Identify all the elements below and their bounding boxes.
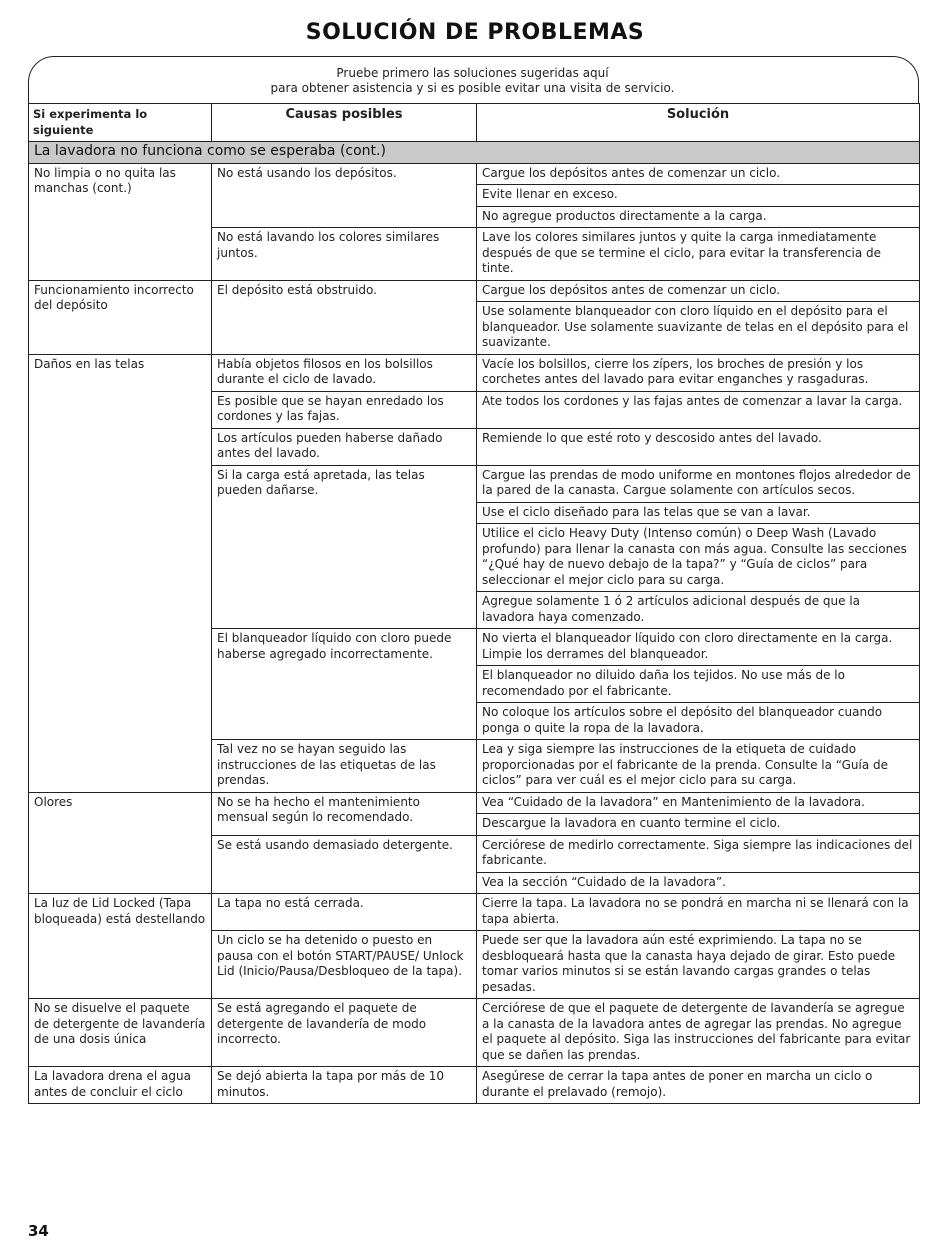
solution-cell: Lea y siga siempre las instrucciones de la etiqueta de cuidado proporcionadas por el fabricante de la prenda. Consulte la “Guía de ciclos” para ver cuál es el mejor ciclo para su carga. <box>477 740 920 793</box>
solution-cell: Descargue la lavadora en cuanto termine el ciclo. <box>477 814 920 836</box>
cause-cell: Se dejó abierta la tapa por más de 10 minutos. <box>212 1067 477 1104</box>
intro-line: para obtener asistencia y si es posible evitar una visita de servicio. <box>270 81 675 95</box>
column-header-causes: Causas posibles <box>212 104 477 142</box>
symptom-cell: La luz de Lid Locked (Tapa bloqueada) está destellando <box>29 894 212 999</box>
solution-cell: Cargue los depósitos antes de comenzar un ciclo. <box>477 163 920 185</box>
solution-cell: Puede ser que la lavadora aún esté exprimiendo. La tapa no se desbloqueará hasta que la canasta haya dejado de girar. Esto puede tomar varios minutos si se están lavando cargas grandes o telas pesadas. <box>477 931 920 999</box>
solution-cell: Cerciórese de medirlo correctamente. Siga siempre las indicaciones del fabricante. <box>477 835 920 872</box>
solution-cell: Cargue los depósitos antes de comenzar un ciclo. <box>477 280 920 302</box>
solution-cell: No vierta el blanqueador líquido con cloro directamente en la carga. Limpie los derrames del blanqueador. <box>477 629 920 666</box>
page-title: SOLUCIÓN DE PROBLEMAS <box>305 20 645 45</box>
symptom-cell: Olores <box>29 792 212 894</box>
cause-cell: No está lavando los colores similares juntos. <box>212 228 477 281</box>
solution-cell: Use el ciclo diseñado para las telas que se van a lavar. <box>477 502 920 524</box>
table-body <box>29 142 920 1104</box>
header-row <box>29 104 920 142</box>
symptom-cell: Funcionamiento incorrecto del depósito <box>29 280 212 354</box>
solution-cell: Cierre la tapa. La lavadora no se pondrá en marcha ni se llenará con la tapa abierta. <box>477 894 920 931</box>
solution-cell: Ate todos los cordones y las fajas antes de comenzar a lavar la carga. <box>477 391 920 428</box>
cause-cell: La tapa no está cerrada. <box>212 894 477 931</box>
cause-cell: El depósito está obstruido. <box>212 280 477 354</box>
cause-cell: Un ciclo se ha detenido o puesto en pausa con el botón START/PAUSE/ Unlock Lid (Inicio/Pausa/Desbloqueo de la tapa). <box>212 931 477 999</box>
symptom-cell: No limpia o no quita las manchas (cont.) <box>29 163 212 280</box>
cause-cell: No se ha hecho el mantenimiento mensual según lo recomendado. <box>212 792 477 835</box>
solution-cell: No agregue productos directamente a la carga. <box>477 206 920 228</box>
section-banner: La lavadora no funciona como se esperaba (cont.) <box>29 142 920 164</box>
solution-cell: Cargue las prendas de modo uniforme en montones flojos alrededor de la pared de la canasta. Cargue solamente con artículos secos. <box>477 465 920 502</box>
symptom-cell: Daños en las telas <box>29 354 212 792</box>
solution-cell: Use solamente blanqueador con cloro líquido en el depósito para el blanqueador. Use solamente suavizante de telas en el depósito para el suavizante. <box>477 302 920 355</box>
cause-cell: Se está agregando el paquete de detergente de lavandería de modo incorrecto. <box>212 999 477 1067</box>
solution-cell: Vea la sección “Cuidado de la lavadora”. <box>477 872 920 894</box>
solution-cell: Asegúrese de cerrar la tapa antes de poner en marcha un ciclo o durante el prelavado (remojo). <box>477 1067 920 1104</box>
solution-cell: Evite llenar en exceso. <box>477 185 920 207</box>
cause-cell: No está usando los depósitos. <box>212 163 477 228</box>
solution-cell: Lave los colores similares juntos y quite la carga inmediatamente después de que se termine el ciclo, para evitar la transferencia de tinte. <box>477 228 920 281</box>
solution-cell: Cerciórese de que el paquete de detergente de lavandería se agregue a la canasta de la lavadora antes de agregar las prendas. No agregue el paquete al depósito. Siga las instrucciones del fabricante para evitar que se dañen las prendas. <box>477 999 920 1067</box>
solution-cell: Remiende lo que esté roto y descosido antes del lavado. <box>477 428 920 465</box>
symptom-cell: No se disuelve el paquete de detergente de lavandería de una dosis única <box>29 999 212 1067</box>
page-number: 34 <box>28 1222 49 1240</box>
table-row <box>29 792 920 814</box>
table-row <box>29 163 920 185</box>
cause-cell: Se está usando demasiado detergente. <box>212 835 477 894</box>
solution-cell: Agregue solamente 1 ó 2 artículos adicional después de que la lavadora haya comenzado. <box>477 592 920 629</box>
table-row <box>29 999 920 1067</box>
table-row <box>29 894 920 931</box>
column-header-solution: Solución <box>477 104 920 142</box>
solution-cell: Utilice el ciclo Heavy Duty (Intenso común) o Deep Wash (Lavado profundo) para llenar la canasta con más agua. Consulte las secciones “¿Qué hay de nuevo debajo de la tapa?” y “Guía de ciclos” para seleccionar el mejor ciclo para su carga. <box>477 524 920 592</box>
cause-cell: El blanqueador líquido con cloro puede haberse agregado incorrectamente. <box>212 629 477 740</box>
solution-cell: Vea “Cuidado de la lavadora” en Mantenimiento de la lavadora. <box>477 792 920 814</box>
cause-cell: Tal vez no se hayan seguido las instrucciones de las etiquetas de las prendas. <box>212 740 477 793</box>
troubleshooting-table <box>28 103 920 1104</box>
solution-cell: No coloque los artículos sobre el depósito del blanqueador cuando ponga o quite la ropa de la lavadora. <box>477 703 920 740</box>
section-banner-row <box>29 142 920 164</box>
table-row <box>29 354 920 391</box>
cause-cell: Es posible que se hayan enredado los cordones y las fajas. <box>212 391 477 428</box>
table-row <box>29 1067 920 1104</box>
intro-text <box>28 66 917 96</box>
cause-cell: Había objetos filosos en los bolsillos durante el ciclo de lavado. <box>212 354 477 391</box>
table-row <box>29 280 920 302</box>
solution-cell: El blanqueador no diluido daña los tejidos. No use más de lo recomendado por el fabricante. <box>477 666 920 703</box>
column-header-symptom: Si experimenta lo siguiente <box>29 104 212 142</box>
solution-cell: Vacíe los bolsillos, cierre los zípers, los broches de presión y los corchetes antes del lavado para evitar enganches y rasgaduras. <box>477 354 920 391</box>
symptom-cell: La lavadora drena el agua antes de concluir el ciclo <box>29 1067 212 1104</box>
cause-cell: Los artículos pueden haberse dañado antes del lavado. <box>212 428 477 465</box>
intro-line: Pruebe primero las soluciones sugeridas aquí <box>336 66 609 80</box>
cause-cell: Si la carga está apretada, las telas pueden dañarse. <box>212 465 477 629</box>
